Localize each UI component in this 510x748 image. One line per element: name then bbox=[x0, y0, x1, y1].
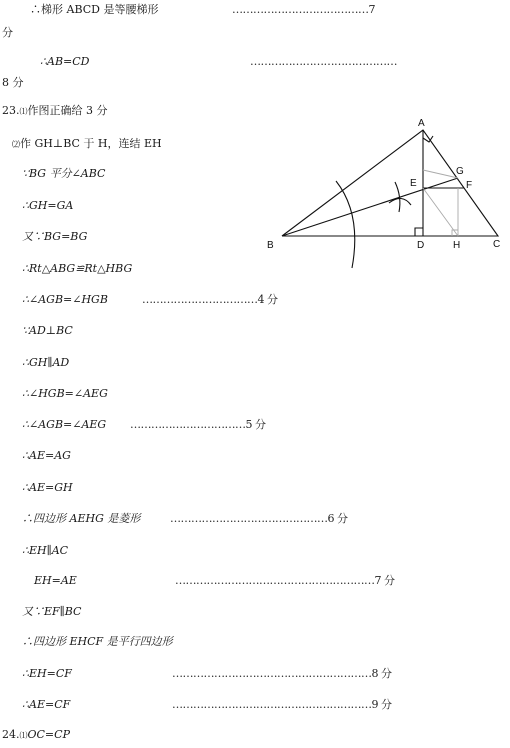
step-bg-bg: 又∵BG=BG bbox=[22, 230, 88, 243]
line-ab-cd: ∴AB=CD bbox=[40, 55, 90, 68]
step-rhombus: ∴四边形 AEHG 是菱形 bbox=[22, 512, 141, 525]
step-ae-gh: ∴AE=GH bbox=[22, 481, 73, 494]
step-eh-ae: EH=AE bbox=[34, 574, 77, 587]
score-dots-7b: …………………………………………………7 分 bbox=[175, 574, 395, 587]
label-f: F bbox=[466, 180, 473, 191]
step-ae-ag: ∴AE=AG bbox=[22, 449, 71, 462]
step-agb-aeg: ∴∠AGB=∠AEG bbox=[22, 418, 107, 431]
arc-construction bbox=[336, 181, 355, 268]
score-dots-8: …………………………………………………8 分 bbox=[172, 667, 392, 680]
score-dots-7: …………………………………7 bbox=[232, 3, 375, 16]
step-eh-cf: ∴EH=CF bbox=[22, 667, 72, 680]
label-e: E bbox=[410, 178, 417, 189]
step-congruent: ∴Rt△ABG≌Rt△HBG bbox=[22, 262, 133, 275]
label-a: A bbox=[418, 118, 425, 129]
step-gh-parallel-ad: ∴GH∥AD bbox=[22, 356, 70, 369]
arc-cross-1 bbox=[395, 182, 400, 212]
step-bg-bisects: ∵BG 平分∠ABC bbox=[22, 167, 106, 180]
step-ef-parallel-bc: 又∵EF∥BC bbox=[22, 605, 82, 618]
bisector-bg bbox=[282, 178, 458, 236]
q24-part1: 24.⑴OC=CP bbox=[2, 728, 70, 741]
step-ad-perp-bc: ∵AD⊥BC bbox=[22, 324, 73, 337]
line-fen-1: 分 bbox=[2, 26, 13, 39]
score-dots-4: ……………………………4 分 bbox=[142, 293, 278, 306]
q23-part2: ⑵作 GH⊥BC 于 H，连结 EH bbox=[12, 137, 162, 150]
segment-eh bbox=[423, 188, 458, 236]
q23-part1: 23.⑴作图正确给 3 分 bbox=[2, 104, 108, 117]
score-dots-8a: …………………………………… bbox=[250, 55, 397, 68]
score-dots-9: …………………………………………………9 分 bbox=[172, 698, 392, 711]
label-g: G bbox=[456, 166, 464, 177]
step-parallelogram: ∴四边形 EHCF 是平行四边形 bbox=[22, 635, 173, 648]
score-dots-5: ……………………………5 分 bbox=[130, 418, 266, 431]
label-d: D bbox=[417, 240, 425, 251]
step-hgb-aeg: ∴∠HGB=∠AEG bbox=[22, 387, 108, 400]
label-b: B bbox=[267, 240, 274, 251]
score-dots-6: ………………………………………6 分 bbox=[170, 512, 348, 525]
step-gh-ga: ∴GH=GA bbox=[22, 199, 74, 212]
label-c: C bbox=[493, 239, 501, 250]
right-angle-d bbox=[415, 228, 423, 236]
line-trapezoid-isosceles: ∴梯形 ABCD 是等腰梯形 bbox=[30, 3, 159, 16]
label-h: H bbox=[453, 240, 461, 251]
step-ae-cf: ∴AE=CF bbox=[22, 698, 71, 711]
line-8fen: 8 分 bbox=[2, 76, 24, 89]
step-eh-parallel-ac: ∴EH∥AC bbox=[22, 544, 69, 557]
step-agb-hgb: ∴∠AGB=∠HGB bbox=[22, 293, 108, 306]
